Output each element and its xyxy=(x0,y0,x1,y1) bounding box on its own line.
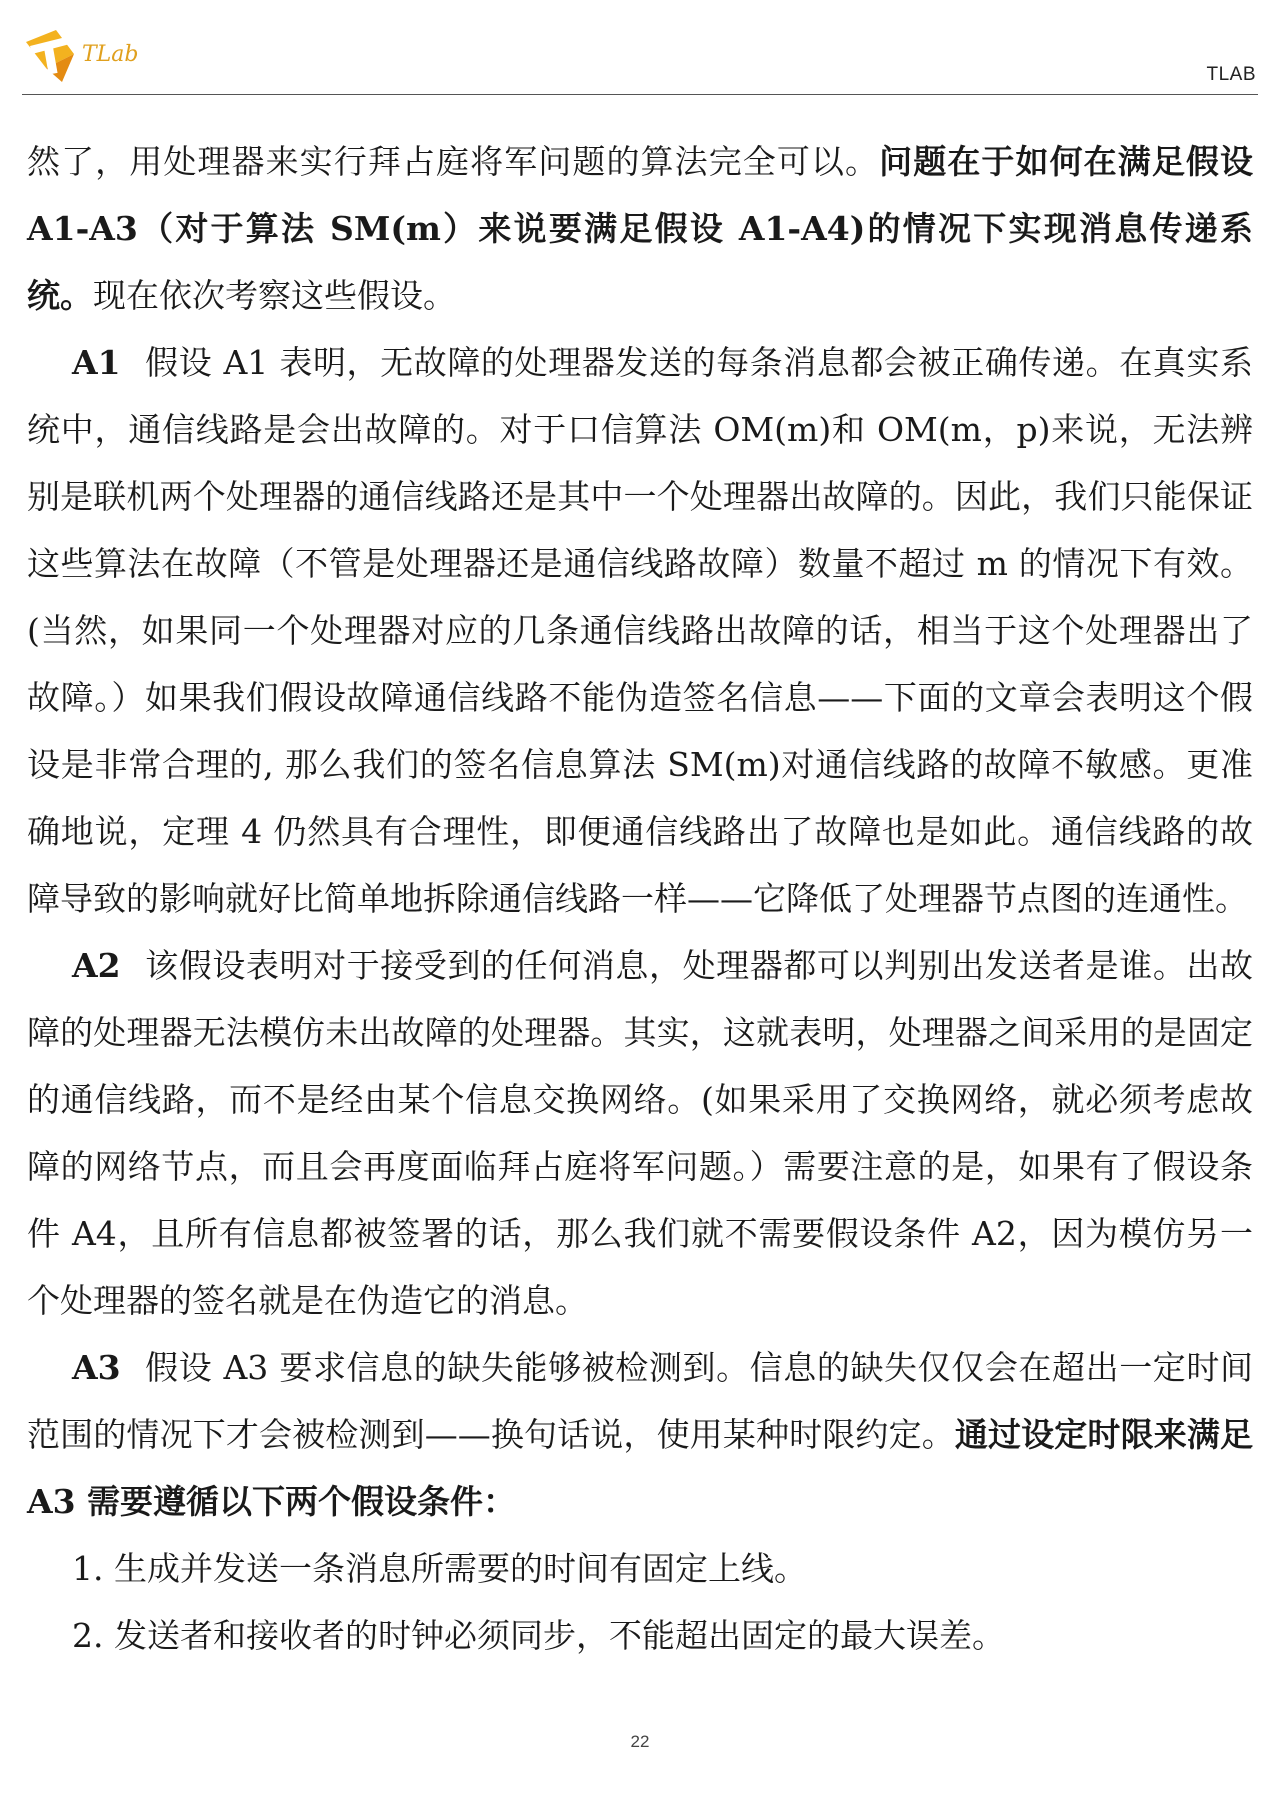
a1-text: 假设 A1 表明，无故障的处理器发送的每条消息都会被正确传递。在真实系统中，通信线路是会出故障的。对于口信算法 OM(m)和 OM(m，p)来说，无法辨别是联机两个处理器的通信线路还是其中一个处理器出故障的。因此，我们只能保证这些算法在故障（不管是处理器还是通信线路故障）数量不超过 m 的情况下有效。(当然，如果同一个处理器对应的几条通信线路出故障的话，相当于这个处理器出了故障。）如果我们假设故障通信线路不能伪造签名信息——下面的文章会表明这个假设是非常合理的, 那么我们的签名信息算法 SM(m)对通信线路的故障不敏感。更准确地说，定理 4 仍然具有合理性，即便通信线路出了故障也是如此。通信线路的故障导致的影响就好比简单地拆除通信线路一样——它降低了处理器节点图的连通性。 xyxy=(27,343,1253,918)
a2-label: A2 xyxy=(72,946,121,985)
a2-text: 该假设表明对于接受到的任何消息，处理器都可以判别出发送者是谁。出故障的处理器无法模仿未出故障的处理器。其实，这就表明，处理器之间采用的是固定的通信线路，而不是经由某个信息交换网络。(如果采用了交换网络，就必须考虑故障的网络节点，而且会再度面临拜占庭将军问题。）需要注意的是，如果有了假设条件 A4，且所有信息都被签署的话，那么我们就不需要假设条件 A2，因为模仿另一个处理器的签名就是在伪造它的消息。 xyxy=(27,946,1253,1320)
list-item-number: 1. xyxy=(72,1549,104,1588)
page-number: 22 xyxy=(630,1732,650,1751)
intro-bold-text: 问题在于如何在满足假设 A1-A3（对于算法 SM(m）来说要满足假设 A1-A4)的情况下实现消息传递系统。 xyxy=(27,142,1254,315)
list-item-text: 发送者和接收者的时钟必须同步，不能超出固定的最大误差。 xyxy=(114,1616,1005,1655)
list-item-number: 2. xyxy=(72,1616,104,1655)
paragraph-a2 xyxy=(27,932,1253,1334)
a1-label: A1 xyxy=(72,343,121,382)
header-label: TLAB xyxy=(1206,64,1256,85)
intro-text: 然了，用处理器来实行拜占庭将军问题的算法完全可以。 xyxy=(27,142,880,181)
header-divider xyxy=(22,94,1258,95)
page-header xyxy=(0,0,1280,100)
paragraph-intro xyxy=(27,128,1253,329)
paragraph-a1 xyxy=(27,329,1253,932)
document-body xyxy=(27,128,1253,1669)
logo-text: TLab xyxy=(82,42,139,67)
list-item-text: 生成并发送一条消息所需要的时间有固定上线。 xyxy=(114,1549,807,1588)
intro-tail-text: 现在依次考察这些假设。 xyxy=(93,276,456,315)
a3-text: 假设 A3 要求信息的缺失能够被检测到。信息的缺失仅仅会在超出一定时间范围的情况下才会被检测到——换句话说，使用某种时限约定。 xyxy=(27,1348,1253,1454)
list-item xyxy=(27,1535,1253,1602)
a3-bold-text: 通过设定时限来满足 A3 需要遵循以下两个假设条件： xyxy=(27,1415,1254,1521)
paragraph-a3 xyxy=(27,1334,1253,1535)
list-item xyxy=(27,1602,1253,1669)
a3-label: A3 xyxy=(72,1348,121,1387)
